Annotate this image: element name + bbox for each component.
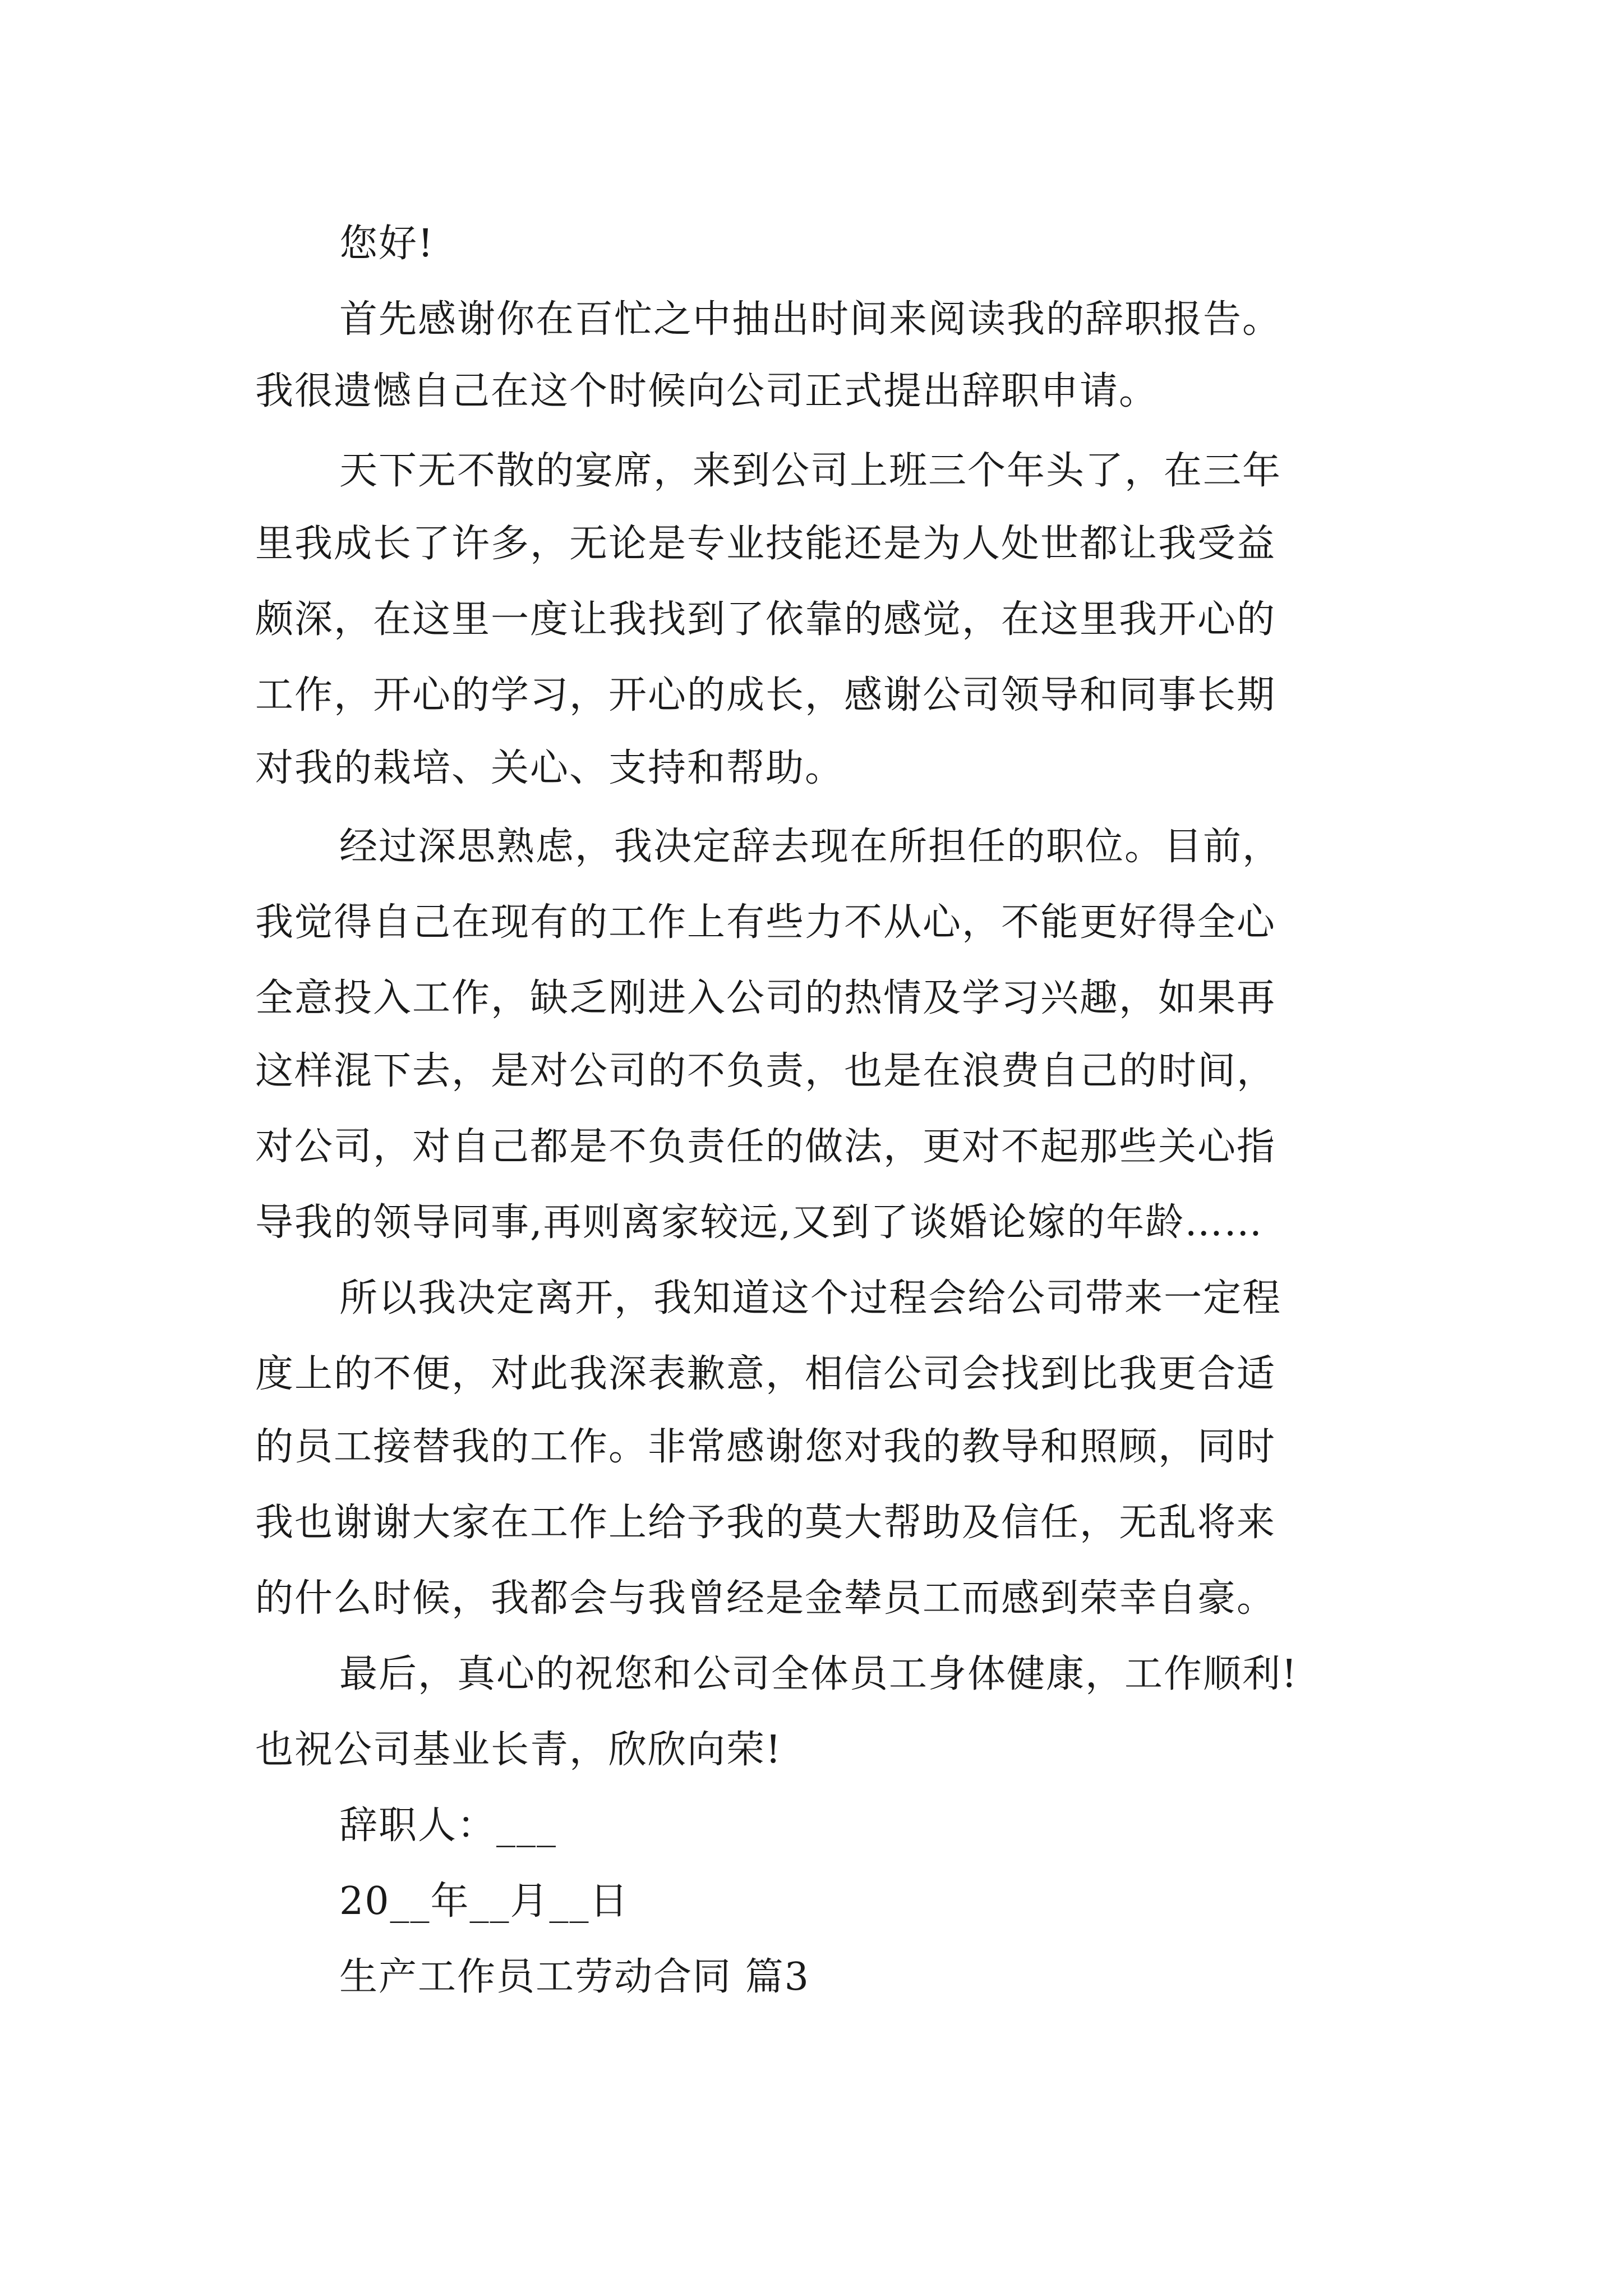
paragraph-line: 全意投入工作，缺乏刚进入公司的热情及学习兴趣，如果再 (255, 976, 1276, 1020)
paragraph-line: 首先感谢你在百忙之中抽出时间来阅读我的辞职报告。 (339, 297, 1282, 342)
paragraph-line: 经过深思熟虑，我决定辞去现在所担任的职位。目前， (339, 825, 1282, 869)
paragraph-line: 工作，开心的学习，开心的成长，感谢公司领导和同事长期 (255, 673, 1276, 717)
paragraph-line: 所以我决定离开，我知道这个过程会给公司带来一定程 (339, 1276, 1282, 1320)
paragraph-line: 天下无不散的宴席，来到公司上班三个年头了，在三年 (339, 449, 1282, 493)
greeting: 您好! (339, 222, 435, 266)
next-section-title: 生产工作员工劳动合同 篇3 (339, 1955, 810, 1999)
paragraph-line: 导我的领导同事,再则离家较远,又到了谈婚论嫁的年龄…… (255, 1200, 1264, 1245)
paragraph-line: 的员工接替我的工作。非常感谢您对我的教导和照顾，同时 (255, 1425, 1276, 1469)
paragraph-line: 度上的不便，对此我深表歉意，相信公司会找到比我更合适 (255, 1352, 1276, 1396)
paragraph-line: 也祝公司基业长青，欣欣向荣! (255, 1728, 782, 1772)
signature-line: 辞职人：___ (339, 1803, 557, 1848)
paragraph-line: 的什么时候，我都会与我曾经是金辇员工而感到荣幸自豪。 (255, 1576, 1276, 1621)
paragraph-line: 我很遗憾自己在这个时候向公司正式提出辞职申请。 (255, 369, 1159, 413)
paragraph-line: 我也谢谢大家在工作上给予我的莫大帮助及信任，无乱将来 (255, 1501, 1276, 1545)
date-line: 20__年__月__日 (339, 1879, 629, 1924)
paragraph-line: 我觉得自己在现有的工作上有些力不从心，不能更好得全心 (255, 900, 1276, 945)
paragraph-line: 颇深，在这里一度让我找到了依靠的感觉，在这里我开心的 (255, 597, 1276, 642)
paragraph-line: 最后，真心的祝您和公司全体员工身体健康，工作顺利! (339, 1652, 1298, 1696)
paragraph-line: 对公司，对自己都是不负责任的做法，更对不起那些关心指 (255, 1125, 1276, 1169)
paragraph-line: 对我的栽培、关心、支持和帮助。 (255, 746, 845, 790)
paragraph-line: 这样混下去，是对公司的不负责，也是在浪费自己的时间， (255, 1049, 1276, 1093)
paragraph-line: 里我成长了许多，无论是专业技能还是为人处世都让我受益 (255, 522, 1276, 566)
